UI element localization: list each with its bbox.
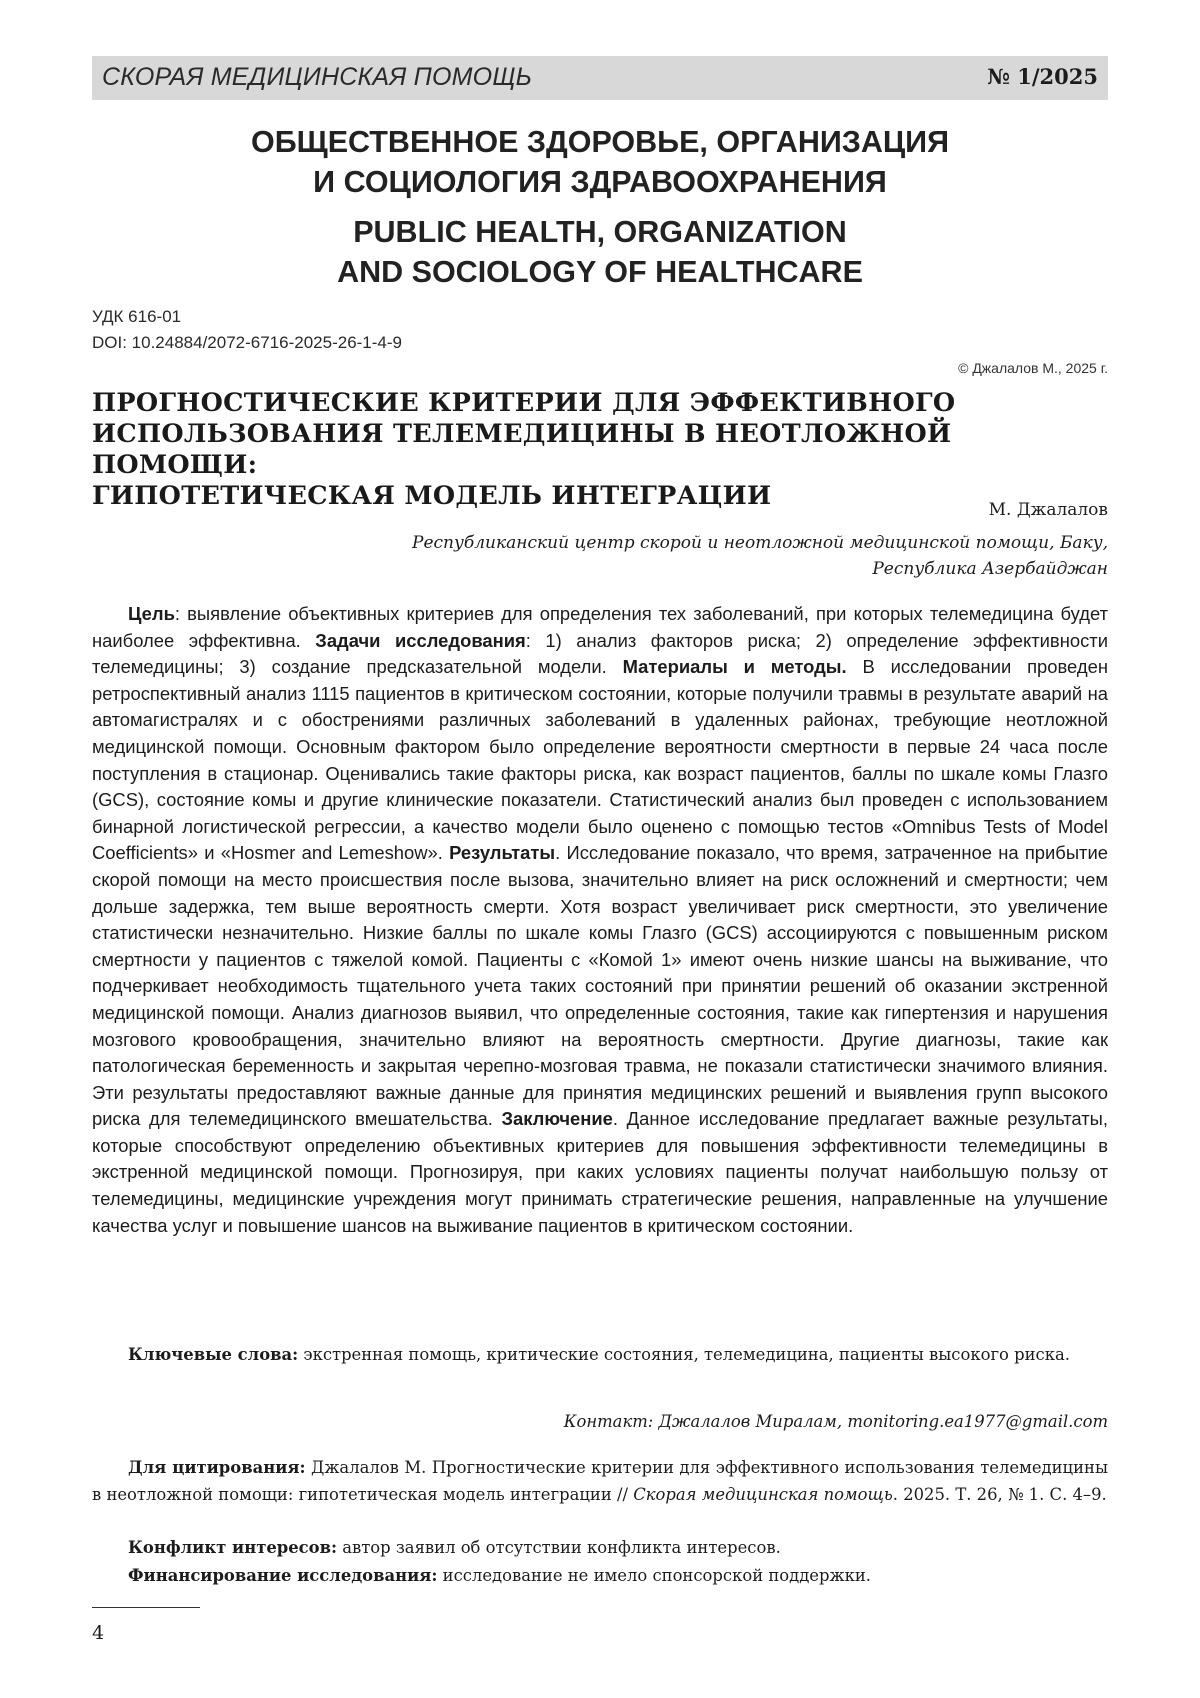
- conflict-text: автор заявил об отсутствии конфликта интересов.: [337, 1538, 781, 1557]
- author-name: М. Джалалов: [988, 500, 1108, 520]
- article-title-line3: ГИПОТЕТИЧЕСКАЯ МОДЕЛЬ ИНТЕГРАЦИИ: [92, 481, 772, 511]
- citation-text: Джалалов М. Прогностические критерии для эффективного использования телемедицины в неотложной помощи: гипотетическая модель интеграции //: [92, 1458, 1108, 1504]
- article-title-line1: ПРОГНОСТИЧЕСКИЕ КРИТЕРИИ ДЛЯ ЭФФЕКТИВНОГО: [92, 388, 956, 418]
- citation: [92, 1454, 1108, 1508]
- conflict-label: Конфликт интересов:: [128, 1538, 338, 1557]
- citation-label: Для цитирования:: [128, 1458, 306, 1477]
- keywords-label: Ключевые слова:: [128, 1345, 299, 1364]
- footer-divider: [92, 1607, 200, 1608]
- keywords-text: экстренная помощь, критические состояния, телемедицина, пациенты высокого риска.: [298, 1345, 1070, 1364]
- methods-text: В исследовании проведен ретроспективный анализ 1115 пациентов в критическом состоянии, которые получили травмы в результате аварий на автомагистралях и с обострениями различных заболеваний в удаленных районах, требующие неотложной медицинской помощи. Основным фактором было определение вероятности смертности в первые 24 часа после поступления в стационар. Оценивались такие факторы риска, как возраст пациентов, баллы по шкале комы Глазго (GCS), состояние комы и другие клинические показатели. Статистический анализ был проведен с использованием бинарной логистической регрессии, а качество модели было оценено с помощью тестов «Omnibus Tests of Model Coefficients» и «Hosmer and Lemeshow».: [92, 656, 1108, 864]
- funding-label: Финансирование исследования:: [128, 1566, 438, 1585]
- aim-text: : выявление объективных критериев для определения тех заболеваний, при которых телемедицина будет наиболее эффективна.: [92, 603, 1108, 651]
- affiliation-line2: Республика Азербайджан: [872, 559, 1108, 579]
- page-number: 4: [92, 1622, 105, 1644]
- aim-label: Цель: [128, 603, 175, 624]
- tasks-label: Задачи исследования: [315, 629, 526, 651]
- section-title-en-line1: PUBLIC HEALTH, ORGANIZATION: [353, 215, 847, 249]
- conclusion-label: Заключение: [501, 1108, 613, 1130]
- citation-journal: Скорая медицинская помощь: [633, 1485, 893, 1504]
- doi: DOI: 10.24884/2072-6716-2025-26-1-4-9: [92, 333, 402, 352]
- article-title-line2: ИСПОЛЬЗОВАНИЯ ТЕЛЕМЕДИЦИНЫ В НЕОТЛОЖНОЙ ПОМОЩИ:: [92, 419, 952, 480]
- issue-number: № 1/2025: [987, 64, 1098, 89]
- section-title-ru-line1: ОБЩЕСТВЕННОЕ ЗДОРОВЬЕ, ОРГАНИЗАЦИЯ: [250, 125, 950, 159]
- section-title-en-line2: AND SOCIOLOGY OF HEALTHCARE: [337, 255, 863, 289]
- copyright: © Джалалов М., 2025 г.: [958, 360, 1108, 376]
- methods-label: Материалы и методы.: [622, 656, 847, 678]
- section-title-en: [92, 212, 1108, 292]
- tasks-text: : 1) анализ факторов риска; 2) определение эффективности телемедицины; 3) создание предсказательной модели.: [92, 629, 1108, 678]
- journal-name: СКОРАЯ МЕДИЦИНСКАЯ ПОМОЩЬ: [102, 63, 533, 91]
- keywords: [92, 1341, 1108, 1368]
- results-label: Результаты: [449, 842, 556, 864]
- contact-line: Контакт: Джалалов Мирaлам, monitoring.ea1977@gmail.com: [563, 1412, 1108, 1431]
- results-text: . Исследование показало, что время, затраченное на прибытие скорой помощи на место происшествия после вызова, значительно влияет на риск осложнений и смертности; чем дольше задержка, тем выше вероятность смерти. Хотя возраст увеличивает риск смертности, это увеличение статистически незначительно. Низкие баллы по шкале комы Глазго (GCS) ассоциируются с повышенным риском смертности у пациентов с тяжелой комой. Пациенты с «Комой 1» имеют очень низкие шансы на выживание, что подчеркивает необходимость тщательного учета таких состояний при принятии решений об оказании экстренной медицинской помощи. Анализ диагнозов выявил, что определенные состояния, такие как гипертензия и нарушения мозгового кровообращения, значительно влияют на вероятность смертности. Другие диагнозы, такие как патологическая беременность и закрытая черепно-мозговая травма, не показали статистически значимого влияния. Эти результаты предоставляют важные данные для принятия медицинских решений и выявления групп высокого риска для телемедицинского вмешательства.: [92, 842, 1108, 1130]
- funding: [128, 1566, 1108, 1585]
- udk-code: УДК 616-01: [92, 307, 182, 326]
- conclusion-text: . Данное исследование предлагает важные результаты, которые способствуют определению объективных критериев для повышения эффективности телемедицины в экстренной медицинской помощи. Прогнозируя, при каких условиях пациенты получат наибольшую пользу от телемедицины, медицинские учреждения могут принимать стратегические решения, направленные на улучшение качества услуг и повышение шансов на выживание пациентов в критическом состоянии.: [92, 1108, 1109, 1236]
- section-title-ru-line2: И СОЦИОЛОГИЯ ЗДРАВООХРАНЕНИЯ: [313, 165, 887, 199]
- conflict-of-interest: [128, 1538, 1108, 1557]
- section-title-ru: [92, 122, 1108, 202]
- running-header: [92, 56, 1108, 100]
- abstract: [92, 601, 1108, 1239]
- affiliation: [308, 530, 1108, 582]
- funding-text: исследование не имело спонсорской поддержки.: [437, 1566, 871, 1585]
- article-title: [92, 388, 1108, 512]
- citation-tail: . 2025. Т. 26, № 1. С. 4–9.: [892, 1485, 1107, 1504]
- affiliation-line1: Республиканский центр скорой и неотложной медицинской помощи, Баку,: [412, 533, 1108, 553]
